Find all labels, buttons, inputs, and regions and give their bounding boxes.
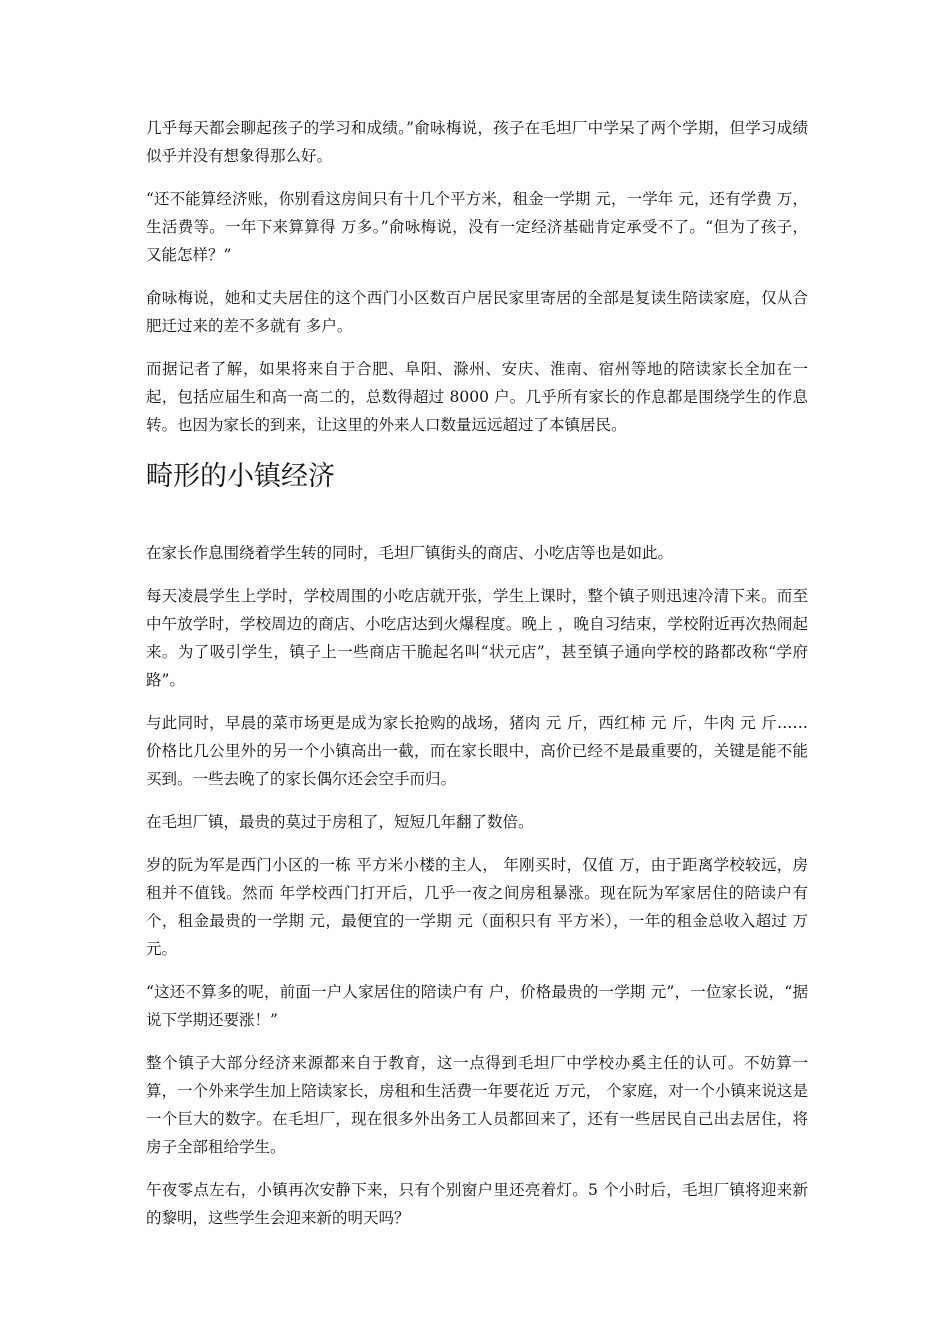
paragraph-daily-rhythm: 每天凌晨学生上学时，学校周围的小吃店就开张，学生上课时，整个镇子则迅速冷清下来。而至中午放学时，学校周边的商店、小吃店达到火爆程度。晚上 ，晚自习结束，学校附近再次热闹起来。为了吸引学生，镇子上一些商店干脆起名叫“状元店”，甚至镇子通向学校的路都改称“学府路”。	[146, 587, 808, 689]
section-heading: 畸形的小镇经济	[146, 461, 335, 492]
paragraph-market-prices: 与此同时，早晨的菜市场更是成为家长抢购的战场，猪肉 元 斤，西红柿 元 斤，牛肉 元 斤……价格比几公里外的另一个小镇高出一截，而在家长眼中，高价已经不是最重要的，关键是能不能买到。一些去晚了的家长偶尔还会空手而归。	[146, 714, 808, 788]
paragraph-economic-cost: “还不能算经济账，你别看这房间只有十几个平方米，租金一学期 元，一学年 元，还有学费 万，生活费等。一年下来算算得 万多。”俞咏梅说，没有一定经济基础肯定承受不了。“但为了孩子，又能怎样？”	[146, 190, 808, 264]
paragraph-rent-rising: 在毛坦厂镇，最贵的莫过于房租了，短短几年翻了数倍。	[146, 813, 534, 831]
paragraph-ximen-community: 俞咏梅说，她和丈夫居住的这个西门小区数百户居民家里寄居的全部是复读生陪读家庭，仅从合肥迁过来的差不多就有 多户。	[146, 289, 808, 335]
paragraph-midnight: 午夜零点左右，小镇再次安静下来，只有个别窗户里还亮着灯。5 个小时后，毛坦厂镇将迎来新的黎明，这些学生会迎来新的明天吗？	[146, 1181, 808, 1227]
paragraph-parent-count: 而据记者了解，如果将来自于合肥、阜阳、滁州、安庆、淮南、宿州等地的陪读家长全加在一起，包括应届生和高一高二的，总数得超过 8000 户。几乎所有家长的作息都是围绕学生的作息转。也因为家长的到来，让这里的外来人口数量远远超过了本镇居民。	[146, 360, 808, 434]
paragraph-study-results: 几乎每天都会聊起孩子的学习和成绩。”俞咏梅说，孩子在毛坦厂中学呆了两个学期，但学习成绩似乎并没有想象得那么好。	[146, 119, 808, 165]
paragraph-education-economy: 整个镇子大部分经济来源都来自于教育，这一点得到毛坦厂中学校办奚主任的认可。不妨算一算，一个外来学生加上陪读家长，房租和生活费一年要花近 万元， 个家庭，对一个小镇来说这是一个巨大的数字。在毛坦厂，现在很多外出务工人员都回来了，还有一些居民自己出去居住，将房子全部租给学生。	[146, 1054, 808, 1156]
paragraph-landlord-story: 岁的阮为军是西门小区的一栋 平方米小楼的主人， 年刚买时，仅值 万，由于距离学校较远，房租并不值钱。然而 年学校西门打开后，几乎一夜之间房租暴涨。现在阮为军家居住的陪读户有 个，租金最贵的一学期 元，最便宜的一学期 元（面积只有 平方米），一年的租金总收入超过 万元。	[146, 856, 808, 958]
document-page	[146, 114, 808, 1232]
paragraph-shops-schedule: 在家长作息围绕着学生转的同时，毛坦厂镇街头的商店、小吃店等也是如此。	[146, 544, 674, 562]
paragraph-parent-quote: “这还不算多的呢，前面一户人家居住的陪读户有 户，价格最贵的一学期 元”，一位家长说，“据说下学期还要涨！”	[146, 983, 808, 1029]
